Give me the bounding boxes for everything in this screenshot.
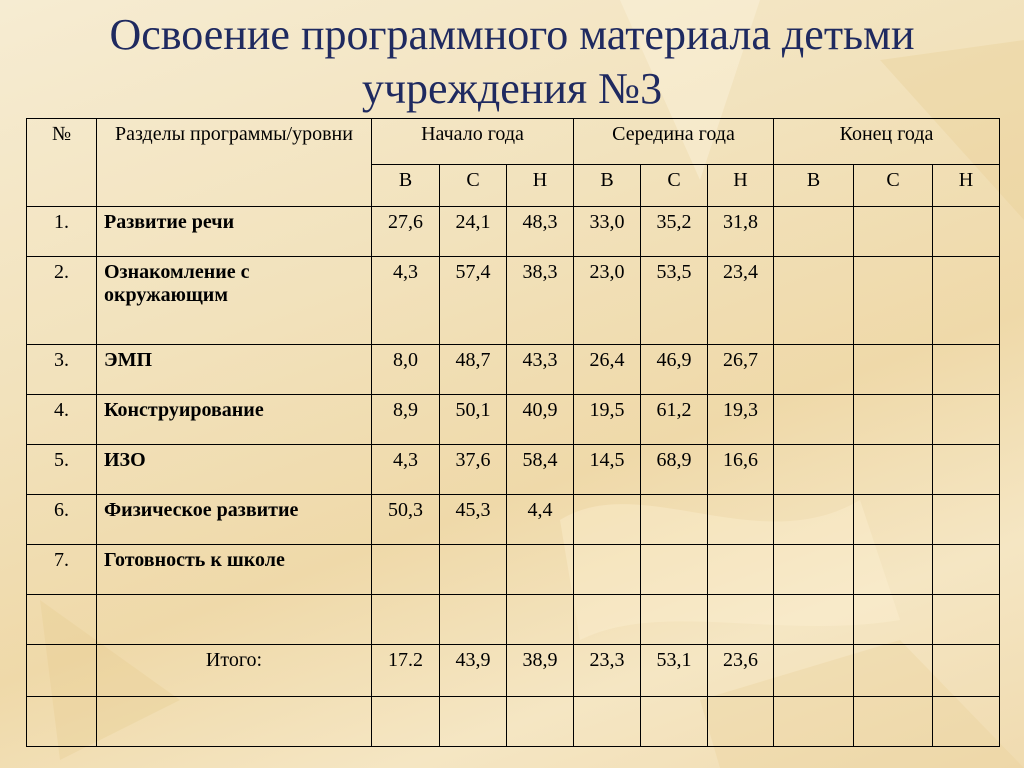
row-section-name: Готовность к школе: [97, 545, 372, 595]
total-label: Итого:: [97, 645, 372, 697]
empty-cell: [440, 697, 507, 747]
row-value-cell: [933, 207, 1000, 257]
row-value-cell: 19,3: [708, 395, 774, 445]
empty-cell: [372, 697, 440, 747]
row-value-cell: [933, 545, 1000, 595]
row-value-cell: [774, 595, 854, 645]
row-section-name: ЭМП: [97, 345, 372, 395]
table-row: [27, 395, 1000, 445]
row-value-cell: 23,4: [708, 257, 774, 345]
total-value-cell: [774, 645, 854, 697]
row-value-cell: [854, 445, 933, 495]
row-value-cell: [933, 495, 1000, 545]
row-value-cell: 57,4: [440, 257, 507, 345]
table-row: [27, 345, 1000, 395]
row-value-cell: [854, 207, 933, 257]
row-value-cell: [708, 545, 774, 595]
row-value-cell: 4,3: [372, 445, 440, 495]
row-value-cell: [933, 395, 1000, 445]
row-number: [27, 595, 97, 645]
row-value-cell: 33,0: [574, 207, 641, 257]
row-value-cell: [440, 545, 507, 595]
row-value-cell: 43,3: [507, 345, 574, 395]
row-number: 1.: [27, 207, 97, 257]
header-level-5: Н: [708, 165, 774, 207]
row-value-cell: 27,6: [372, 207, 440, 257]
row-value-cell: 4,4: [507, 495, 574, 545]
row-number: 6.: [27, 495, 97, 545]
row-value-cell: [372, 545, 440, 595]
total-value-cell: 43,9: [440, 645, 507, 697]
row-value-cell: 23,0: [574, 257, 641, 345]
header-level-6: В: [774, 165, 854, 207]
empty-cell: [708, 697, 774, 747]
empty-cell: [774, 697, 854, 747]
total-value-cell: 53,1: [641, 645, 708, 697]
slide-title: [40, 8, 984, 116]
table-row: [27, 545, 1000, 595]
row-value-cell: 46,9: [641, 345, 708, 395]
header-level-3: В: [574, 165, 641, 207]
title-line-2: учреждения №3: [361, 64, 663, 113]
row-value-cell: [507, 545, 574, 595]
row-value-cell: [774, 545, 854, 595]
row-value-cell: [641, 595, 708, 645]
empty-cell: [27, 697, 97, 747]
header-level-7: С: [854, 165, 933, 207]
row-value-cell: [774, 257, 854, 345]
empty-cell: [854, 697, 933, 747]
row-value-cell: 16,6: [708, 445, 774, 495]
row-value-cell: 4,3: [372, 257, 440, 345]
row-value-cell: 58,4: [507, 445, 574, 495]
total-row: [27, 645, 1000, 697]
total-value-cell: 23,3: [574, 645, 641, 697]
row-value-cell: 8,9: [372, 395, 440, 445]
total-value-cell: 38,9: [507, 645, 574, 697]
total-value-cell: 23,6: [708, 645, 774, 697]
row-value-cell: 53,5: [641, 257, 708, 345]
row-section-name: Физическое развитие: [97, 495, 372, 545]
row-value-cell: 61,2: [641, 395, 708, 445]
header-number: №: [27, 119, 97, 207]
row-value-cell: 40,9: [507, 395, 574, 445]
row-value-cell: [854, 395, 933, 445]
row-value-cell: 45,3: [440, 495, 507, 545]
header-level-1: С: [440, 165, 507, 207]
row-value-cell: [440, 595, 507, 645]
row-section-name: Развитие речи: [97, 207, 372, 257]
row-value-cell: [854, 345, 933, 395]
row-value-cell: [774, 345, 854, 395]
row-value-cell: [774, 207, 854, 257]
header-level-4: С: [641, 165, 708, 207]
row-value-cell: 48,7: [440, 345, 507, 395]
header-level-2: Н: [507, 165, 574, 207]
row-value-cell: [933, 345, 1000, 395]
row-number: 3.: [27, 345, 97, 395]
row-number: 5.: [27, 445, 97, 495]
empty-cell: [507, 697, 574, 747]
row-value-cell: [854, 545, 933, 595]
row-value-cell: 19,5: [574, 395, 641, 445]
row-value-cell: 14,5: [574, 445, 641, 495]
header-start-of-year: Начало года: [372, 119, 574, 165]
row-value-cell: [641, 545, 708, 595]
row-value-cell: 68,9: [641, 445, 708, 495]
empty-cell: [641, 697, 708, 747]
row-value-cell: [933, 445, 1000, 495]
row-value-cell: 31,8: [708, 207, 774, 257]
row-value-cell: [854, 495, 933, 545]
row-value-cell: [774, 395, 854, 445]
row-value-cell: [507, 595, 574, 645]
header-end-of-year: Конец года: [774, 119, 1000, 165]
row-number: 7.: [27, 545, 97, 595]
row-value-cell: 35,2: [641, 207, 708, 257]
row-value-cell: 8,0: [372, 345, 440, 395]
row-number: 4.: [27, 395, 97, 445]
empty-cell: [574, 697, 641, 747]
total-value-cell: 17.2: [372, 645, 440, 697]
table-row: [27, 595, 1000, 645]
table-row: [27, 445, 1000, 495]
row-value-cell: [933, 257, 1000, 345]
row-value-cell: 26,4: [574, 345, 641, 395]
empty-row: [27, 697, 1000, 747]
row-value-cell: [574, 495, 641, 545]
row-value-cell: 24,1: [440, 207, 507, 257]
row-value-cell: [854, 257, 933, 345]
title-line-1: Освоение программного материала детьми: [109, 10, 915, 59]
row-value-cell: [774, 495, 854, 545]
table-row: [27, 257, 1000, 345]
row-value-cell: [933, 595, 1000, 645]
row-value-cell: 38,3: [507, 257, 574, 345]
results-table: [26, 118, 1000, 747]
row-value-cell: 50,1: [440, 395, 507, 445]
row-value-cell: [574, 595, 641, 645]
row-value-cell: 26,7: [708, 345, 774, 395]
header-level-8: Н: [933, 165, 1000, 207]
row-section-name: Ознакомление с окружающим: [97, 257, 372, 345]
row-value-cell: [641, 495, 708, 545]
row-value-cell: 37,6: [440, 445, 507, 495]
empty-cell: [933, 697, 1000, 747]
row-value-cell: 50,3: [372, 495, 440, 545]
row-value-cell: 48,3: [507, 207, 574, 257]
table-row: [27, 207, 1000, 257]
row-value-cell: [774, 445, 854, 495]
row-section-name: ИЗО: [97, 445, 372, 495]
total-number-cell: [27, 645, 97, 697]
table-row: [27, 495, 1000, 545]
header-sections: Разделы программы/уровни: [97, 119, 372, 207]
header-middle-of-year: Середина года: [574, 119, 774, 165]
total-value-cell: [854, 645, 933, 697]
row-value-cell: [708, 595, 774, 645]
row-value-cell: [708, 495, 774, 545]
empty-cell: [97, 697, 372, 747]
row-section-name: Конструирование: [97, 395, 372, 445]
row-value-cell: [574, 545, 641, 595]
header-level-0: В: [372, 165, 440, 207]
row-section-name: [97, 595, 372, 645]
row-value-cell: [854, 595, 933, 645]
row-number: 2.: [27, 257, 97, 345]
row-value-cell: [372, 595, 440, 645]
total-value-cell: [933, 645, 1000, 697]
